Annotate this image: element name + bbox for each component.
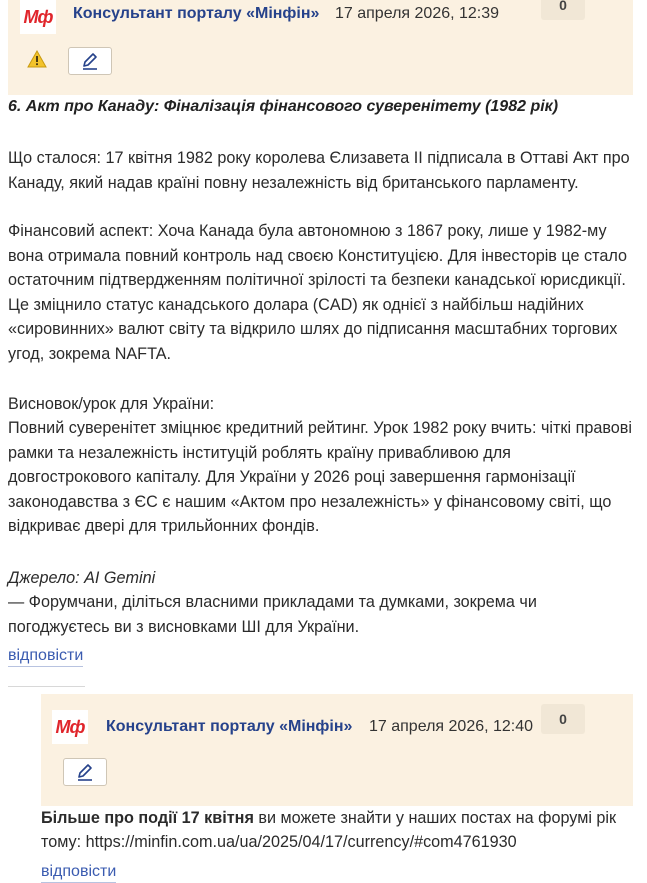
reply-header [41, 694, 633, 806]
minfin-logo[interactable]: Мф [20, 0, 56, 34]
post-author[interactable]: Консультант порталу «Мінфін» [73, 5, 320, 22]
warning-icon[interactable] [27, 50, 47, 68]
post-paragraph-what-happened: Що сталося: 17 квітня 1982 року королева Єлизавета II підписала в Оттаві Акт про Канаду, який надав країні повну незалежність від британського парламенту. [8, 149, 630, 192]
reply-date: 17 апреля 2026, 12:40 [369, 718, 534, 735]
post-source [8, 566, 633, 591]
edit-pencil-icon [80, 51, 100, 71]
divider [8, 686, 85, 687]
edit-button[interactable] [63, 758, 107, 786]
post-paragraph-financial-aspect: Фінансовий аспект: Хоча Канада була автономною з 1867 року, лише у 1982-му вона отримала повний контроль над своєю Конституцією. Для інвесторів це стало остаточним підтвердженням політичної зрілості та безпеки канадської юрисдикції. Це зміцнило статус канадського долара (CAD) як однієї з найбільш надійних «сировинних» валют світу та відкрило шлях до підписання масштабних торгових угод, зокрема NAFTA. [8, 222, 627, 363]
post-paragraph-call-to-action: — Форумчани, діліться власними прикладами та думками, зокрема чи погоджуєтесь ви з висновками ШІ для України. [8, 593, 537, 636]
post-title: 6. Акт про Канаду: Фіналізація фінансового суверенітету (1982 рік) [8, 98, 559, 115]
reply-link[interactable]: відповісти [41, 862, 116, 883]
reply-bold-text: Більше про події 17 квітня [41, 809, 254, 827]
post-conclusion-heading: Висновок/урок для України: [8, 395, 215, 413]
reply-body [41, 806, 633, 854]
likes-count[interactable]: 0 [541, 704, 585, 734]
post-date: 17 апреля 2026, 12:39 [335, 5, 500, 22]
likes-count[interactable]: 0 [541, 0, 585, 20]
post-header [8, 0, 633, 95]
edit-button[interactable] [68, 47, 112, 75]
minfin-logo[interactable]: Мф [52, 710, 88, 744]
reply-author[interactable]: Консультант порталу «Мінфін» [106, 718, 353, 735]
reply-link[interactable]: відповісти [8, 646, 83, 667]
edit-pencil-icon [75, 762, 95, 782]
source-text: Джерело: AI Gemini [8, 569, 156, 587]
post-paragraph-conclusion: Повний суверенітет зміцнює кредитний рейтинг. Урок 1982 року вчить: чіткі правові рамки та незалежність інституцій роблять країну привабливою для довгострокового капіталу. Для України у 2026 році завершення гармонізації законодавства з ЄС є нашим «Актом про незалежність» у фінансовому світі, що відкриває двері для трильйонних фондів. [8, 419, 632, 535]
reply-rest-text: ви можете знайти у наших постах на форумі рік тому: https://minfin.com.ua/ua/2025/04/17/currency/#com4761930 [41, 809, 617, 851]
